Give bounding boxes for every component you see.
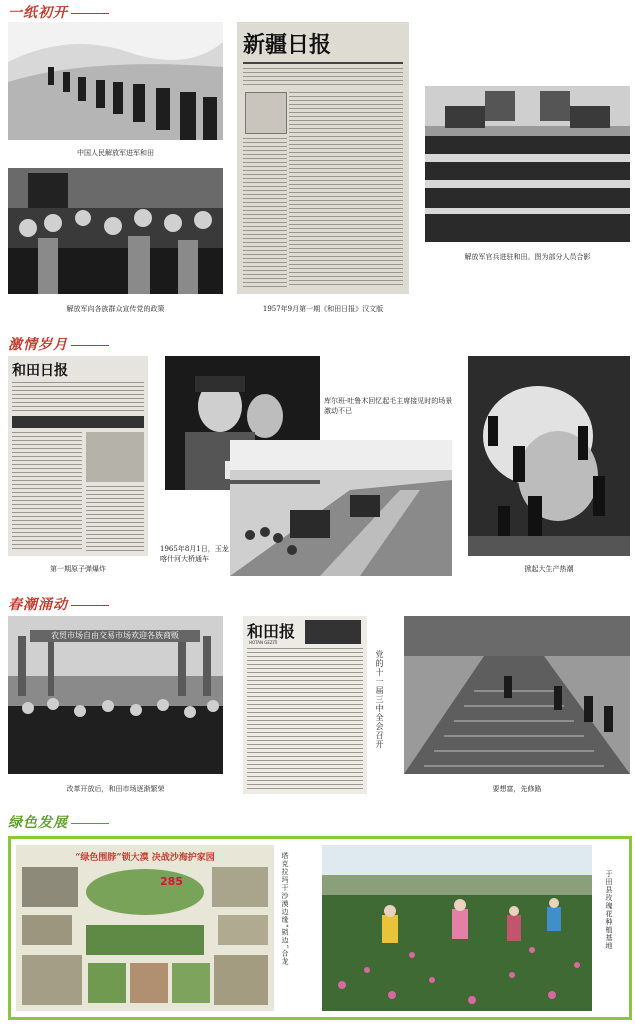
section-title-3: 春潮涌动 (8, 594, 109, 614)
market-banner: 农贸市场自由交易市场欢迎各族商贩 (30, 630, 200, 642)
newspaper-masthead: 新疆日报 (243, 32, 332, 58)
caption-session: 党的十一届三中全会召开 (375, 650, 384, 749)
photo-policy-meeting (8, 168, 223, 294)
caption-policy: 解放军向各族群众宣传党的政策 (66, 305, 165, 313)
photo-army-march (8, 22, 223, 140)
caption-first-page: 第一期原子弹爆炸 (50, 565, 106, 573)
caption-leader-memory: 库尔班·吐鲁木回忆起毛主席接见时的场景激动不已 (324, 397, 453, 415)
newspaper-masthead-sub: HOTAN GEZITI (249, 640, 278, 645)
section-title-2: 激情岁月 (8, 334, 109, 354)
caption-first-issue: 1957年9月第一期《和田日报》汉文版 (262, 305, 384, 313)
photo-group (425, 86, 630, 242)
poster-title: “绿色围脖”锁大漠 决战沙海护家园 (75, 853, 215, 863)
caption-poster: 塔克拉玛干沙漠边缘“锁边”合龙 (281, 852, 289, 966)
caption-market: 改革开放后，和田市场逐渐繁荣 (66, 785, 165, 793)
newspaper-hetian-daily (8, 356, 148, 556)
poster-green-scarf (16, 845, 274, 1011)
newspaper-masthead-hetianbao: 和田报 (247, 622, 296, 641)
photo-bridge-opening (230, 440, 452, 576)
section-title-4: 绿色发展 (8, 812, 109, 832)
caption-roads: 要想富，先修路 (492, 785, 542, 793)
newspaper-hetian-bao (243, 616, 367, 794)
section-title-1: 一纸初开 (8, 2, 109, 22)
caption-flowers: 于田县玫瑰花种植基地 (605, 870, 613, 950)
photo-rose-field (322, 845, 592, 1011)
photo-road-building (404, 616, 630, 774)
newspaper-masthead-hetian: 和田日报 (12, 363, 68, 379)
photo-canal-work (468, 356, 630, 556)
newspaper-xinjiang-daily (237, 22, 409, 294)
caption-army-march: 中国人民解放军进军和田 (77, 149, 154, 157)
caption-canal: 掀起大生产热潮 (524, 565, 574, 573)
caption-bridge: 1965年8月1日，玉龙喀什河大桥通车 (160, 545, 229, 563)
poster-badge: 285 (160, 875, 183, 888)
caption-group: 解放军官兵进驻和田。图为部分人员合影 (464, 253, 591, 261)
